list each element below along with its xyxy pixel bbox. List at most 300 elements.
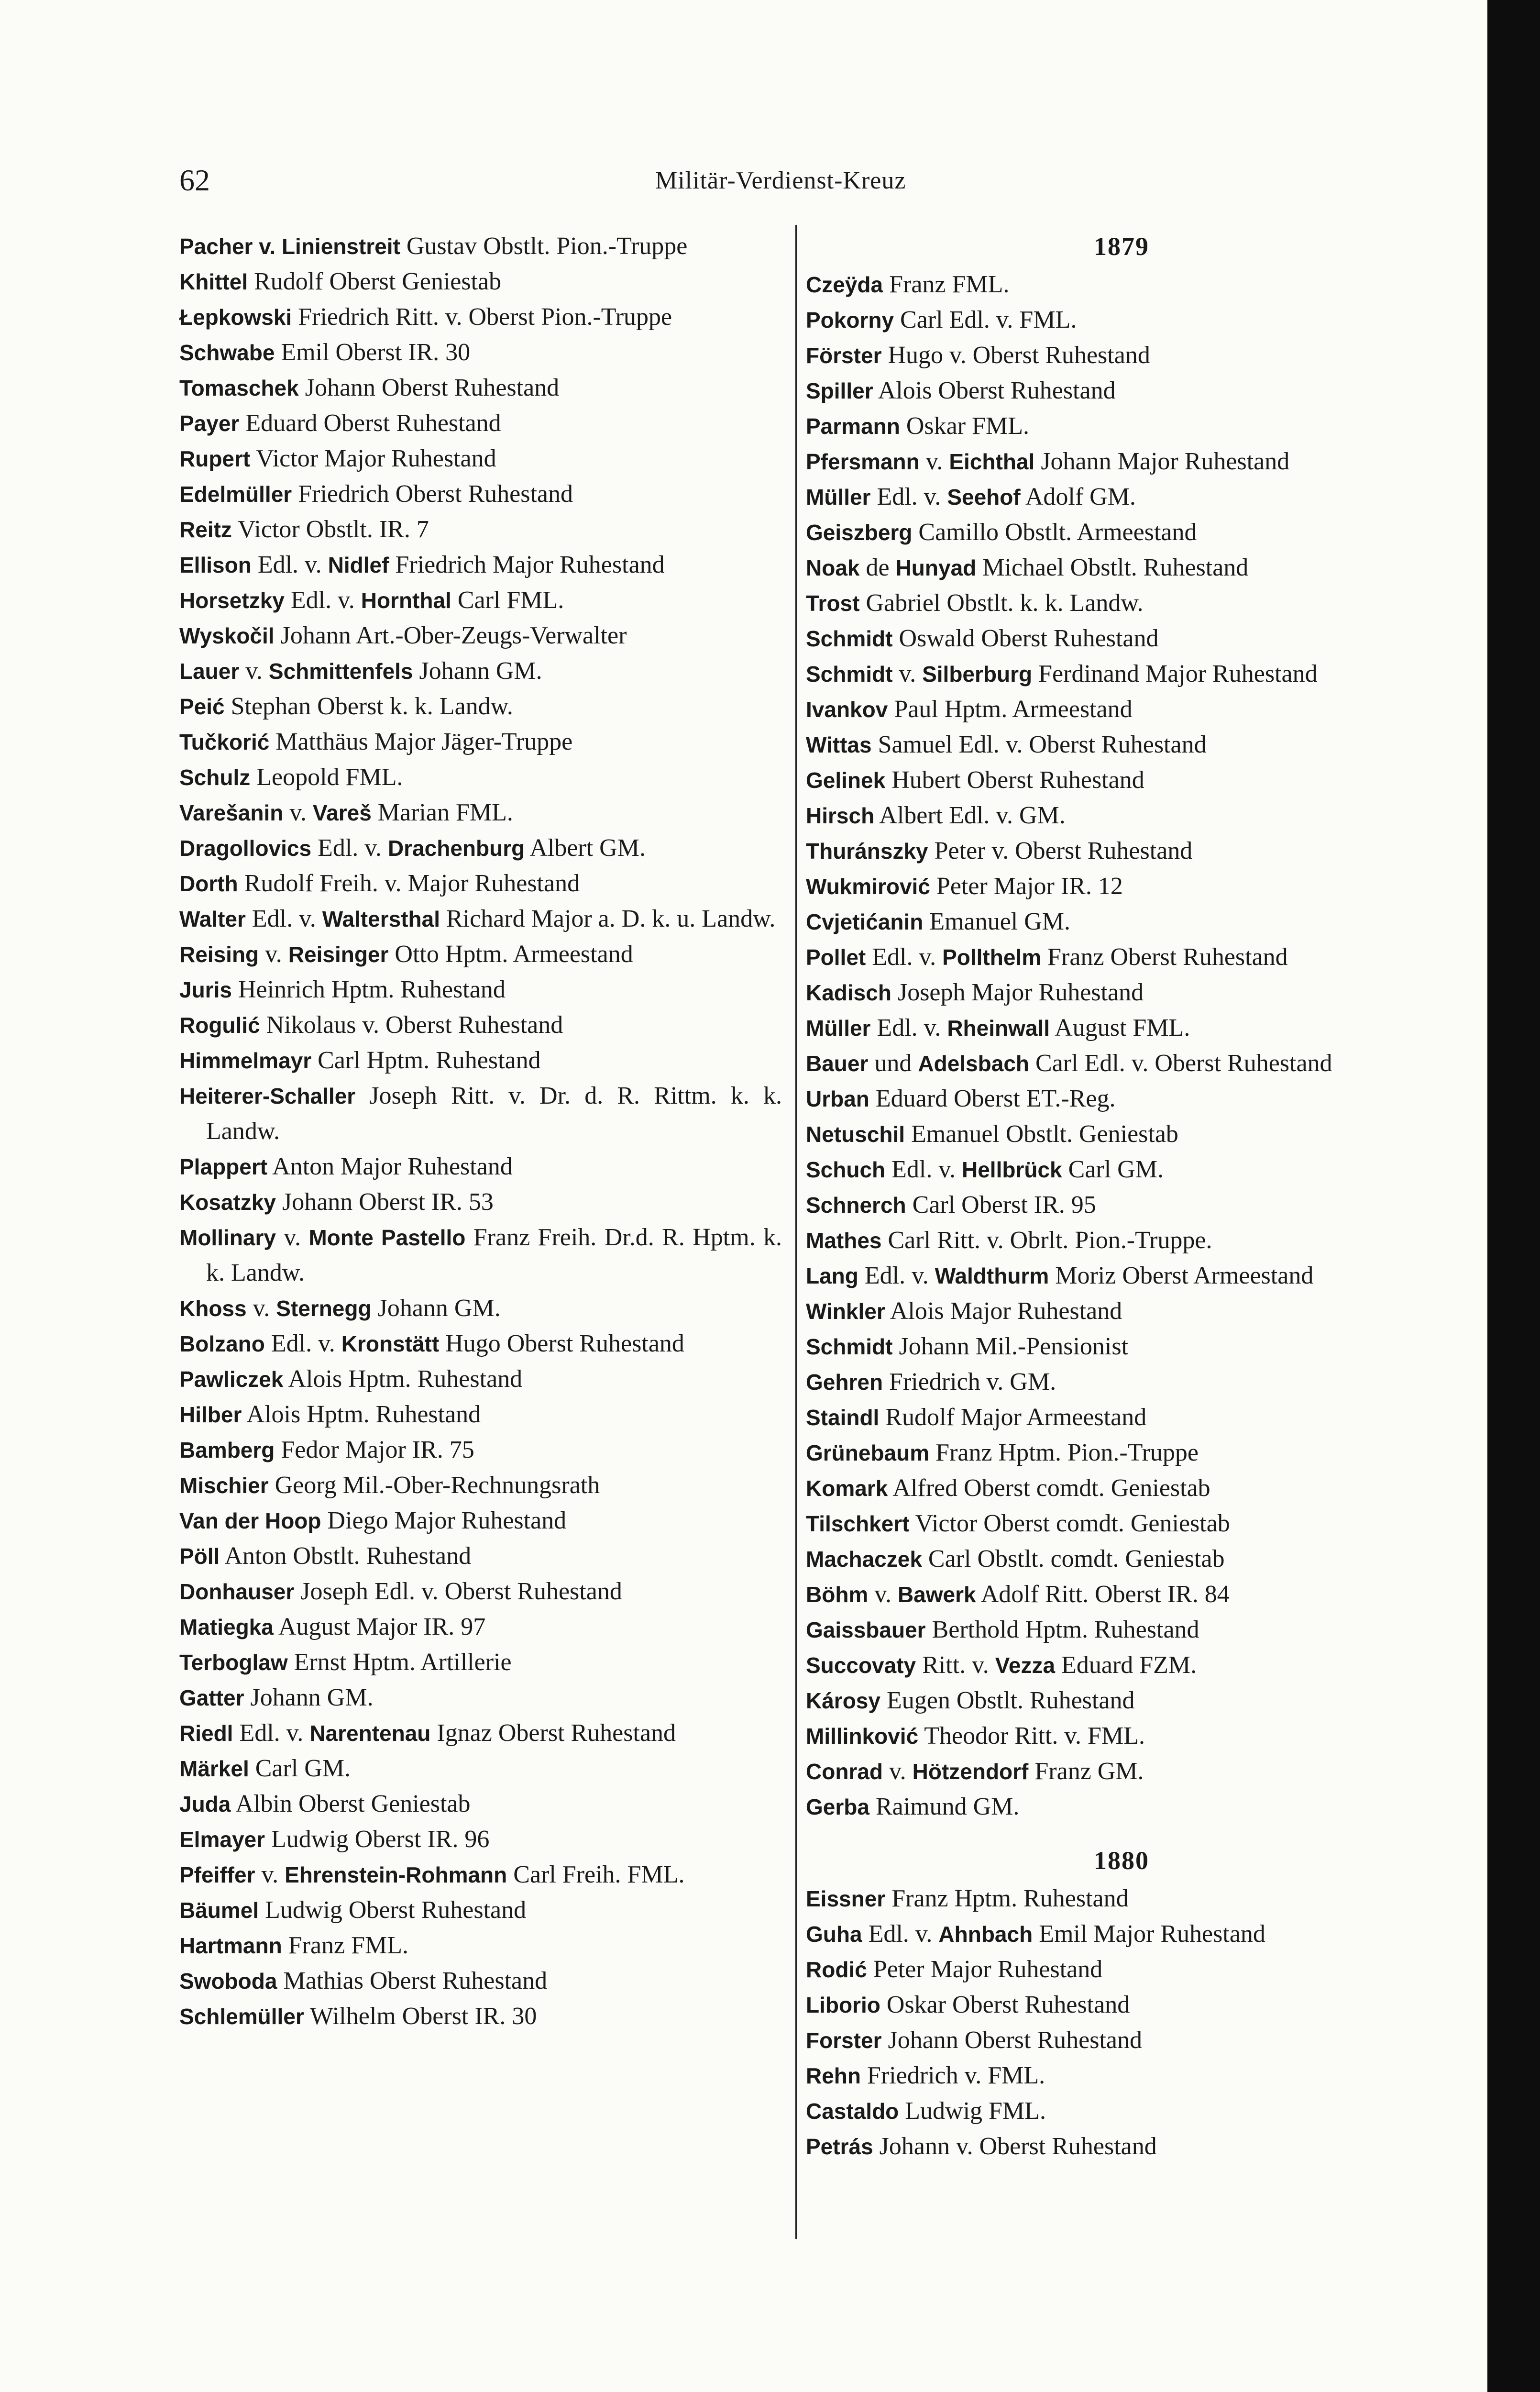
entry-details: v. (259, 941, 288, 968)
entry-surname: Mischier (179, 1473, 269, 1498)
list-item (806, 409, 1437, 444)
list-item (806, 1471, 1437, 1506)
list-item (179, 1397, 782, 1432)
list-item (806, 1046, 1437, 1081)
list-item (806, 302, 1437, 338)
entry-details: Hugo v. Oberst Ruhestand (881, 342, 1150, 369)
entry-surname: Horsetzky (179, 588, 285, 613)
page-header (0, 163, 1487, 201)
entry-predicate: Sternegg (276, 1296, 372, 1321)
entry-surname: Khittel (179, 269, 248, 294)
list-item (806, 1952, 1437, 1987)
entry-surname: Komark (806, 1476, 888, 1501)
year-heading-1879: 1879 (1094, 232, 1149, 261)
list-item (179, 1822, 782, 1857)
entry-surname: Müller (806, 485, 871, 509)
entry-surname: Tomaschek (179, 376, 299, 400)
entry-details-cont: Emil Major Ruhestand (1033, 1920, 1265, 1948)
entry-surname: Liborio (806, 1993, 880, 2017)
entry-surname: Bamberg (179, 1438, 275, 1462)
entry-details-cont: Ferdinand Major Ruhestand (1032, 660, 1318, 687)
list-item (179, 901, 782, 937)
entry-details: Eugen Obstlt. Ruhestand (880, 1687, 1135, 1714)
entry-details: v. (255, 1861, 285, 1888)
entry-details-cont: Eduard FZM. (1055, 1651, 1197, 1679)
entry-predicate: Vareš (312, 800, 372, 825)
entry-surname: Swoboda (179, 1969, 277, 1993)
entry-details: Carl Oberst IR. 95 (906, 1191, 1096, 1218)
entry-details: Edl. v. (245, 905, 322, 932)
entry-details-cont: August FML. (1050, 1014, 1190, 1041)
entry-surname: Cvjetićanin (806, 909, 924, 934)
entry-details: Rudolf Oberst Geniestab (248, 268, 502, 295)
entry-surname: Pacher v. Linienstreit (179, 234, 400, 259)
entry-details-cont: Ignaz Oberst Ruhestand (430, 1719, 676, 1747)
list-item (179, 831, 782, 866)
entry-details: Edl. v. (284, 587, 361, 614)
entry-surname: Mollinary (179, 1225, 276, 1250)
entry-surname: Varešanin (179, 800, 284, 825)
entry-details: Emil Oberst IR. 30 (275, 339, 471, 366)
entry-predicate: Eichthal (949, 449, 1035, 474)
list-item (806, 1435, 1437, 1471)
entry-surname: Förster (806, 343, 882, 368)
entry-details-cont: Franz GM. (1028, 1758, 1144, 1785)
entry-details: Paul Hptm. Armeestand (888, 696, 1133, 723)
list-item (179, 1893, 782, 1928)
entry-surname: Tilschkert (806, 1511, 910, 1536)
list-item (179, 1149, 782, 1185)
list-item (806, 1010, 1437, 1046)
entry-surname: Edelmüller (179, 482, 292, 507)
entry-details: Oswald Oberst Ruhestand (892, 625, 1159, 652)
entry-details: Camillo Obstlt. Armeestand (912, 519, 1197, 546)
entry-details-cont: Johann Major Ruhestand (1034, 448, 1290, 475)
list-item (806, 2129, 1437, 2164)
entry-details: Friedrich Oberst Ruhestand (292, 480, 573, 508)
entry-details: Carl Obstlt. comdt. Geniestab (922, 1545, 1225, 1573)
list-item (179, 1503, 782, 1539)
list-item (806, 833, 1437, 869)
list-item (806, 586, 1437, 621)
entry-details-cont: Carl GM. (1062, 1156, 1164, 1183)
list-item (806, 692, 1437, 727)
entry-predicate: Rheinwall (947, 1016, 1050, 1041)
list-item (806, 727, 1437, 763)
list-item (179, 1043, 782, 1078)
list-item (806, 1152, 1437, 1187)
entry-details: Ludwig Oberst Ruhestand (259, 1896, 527, 1924)
entry-details-cont: Marian FML. (371, 799, 513, 826)
entry-predicate: Schmittenfels (268, 659, 413, 684)
entry-surname: Reitz (179, 517, 232, 542)
entry-details: Nikolaus v. Oberst Ruhestand (260, 1011, 563, 1039)
entry-surname: Märkel (179, 1756, 249, 1781)
entry-surname: Czeÿda (806, 272, 883, 297)
entry-details-cont: Johann GM. (413, 657, 542, 685)
list-item (806, 975, 1437, 1010)
entry-surname: Bäumel (179, 1898, 259, 1923)
entry-surname: Bolzano (179, 1331, 265, 1356)
entry-details: Peter Major Ruhestand (867, 1956, 1103, 1983)
entry-surname: Gerba (806, 1794, 869, 1819)
entry-details-cont: Carl FML. (451, 587, 564, 614)
entry-details: Heinrich Hptm. Ruhestand (231, 976, 506, 1003)
entry-details: Emanuel GM. (923, 908, 1071, 935)
entry-details: Alois Hptm. Ruhestand (283, 1365, 523, 1393)
list-item (806, 1081, 1437, 1117)
list-item (179, 1326, 782, 1362)
entry-predicate: Narentenau (309, 1721, 431, 1746)
entry-details-cont: Carl Edl. v. Oberst Ruhestand (1029, 1050, 1332, 1077)
entry-details: Edl. v. (251, 551, 328, 578)
entry-surname: Gelinek (806, 768, 886, 793)
list-item (806, 444, 1437, 479)
entry-details: Stephan Oberst k. k. Landw. (224, 693, 513, 720)
entry-details: August Major IR. 97 (273, 1613, 486, 1640)
entry-details: Franz Hptm. Ruhestand (885, 1885, 1129, 1912)
entry-surname: Schuch (806, 1157, 886, 1182)
entry-predicate: Ehrenstein-Rohmann (285, 1862, 507, 1887)
entry-surname: Himmelmayr (179, 1048, 312, 1073)
entry-surname: Wukmirović (806, 874, 930, 899)
entry-details: Emanuel Obstlt. Geniestab (905, 1120, 1178, 1148)
scan-edge (1487, 0, 1540, 2392)
entry-surname: Netuschil (806, 1122, 905, 1147)
list-item (179, 1645, 782, 1680)
entry-details: v. (275, 1224, 309, 1251)
list-item (806, 2058, 1437, 2093)
entry-details: Carl GM. (249, 1755, 351, 1782)
entry-details: Ludwig Oberst IR. 96 (265, 1826, 490, 1853)
entry-details: Eduard Oberst ET.-Reg. (869, 1085, 1116, 1112)
list-item (806, 1916, 1437, 1952)
list-item (179, 972, 782, 1008)
entry-details: Samuel Edl. v. Oberst Ruhestand (871, 731, 1207, 758)
entry-surname: Succovaty (806, 1653, 916, 1678)
entry-details: Edl. v. (858, 1262, 935, 1289)
entry-details: Matthäus Major Jäger-Truppe (269, 728, 573, 755)
entry-surname: Wyskočil (179, 623, 275, 648)
entry-predicate: Hornthal (361, 588, 451, 613)
entry-surname: Grünebaum (806, 1440, 930, 1465)
list-item (179, 1574, 782, 1609)
entry-surname: Kosatzky (179, 1190, 276, 1215)
list-item (179, 1751, 782, 1786)
entry-predicate: Ahnbach (938, 1922, 1033, 1947)
list-item (806, 904, 1437, 940)
entry-surname: Gaissbauer (806, 1617, 926, 1642)
running-title: Militär-Verdienst-Kreuz (655, 167, 906, 194)
list-item (179, 1291, 782, 1326)
list-item (179, 653, 782, 689)
list-item (806, 621, 1437, 656)
entry-details: de (859, 554, 896, 581)
entry-details: Johann Oberst Ruhestand (881, 2027, 1142, 2054)
entry-details: Hubert Oberst Ruhestand (885, 766, 1144, 794)
entry-details: Ritt. v. (916, 1651, 995, 1679)
list-item (806, 1987, 1437, 2023)
list-item (179, 1008, 782, 1043)
entry-surname: Rogulić (179, 1013, 260, 1038)
entry-surname: Dorth (179, 871, 238, 896)
entry-details: Friedrich v. FML. (861, 2062, 1045, 2089)
list-item (806, 267, 1437, 302)
entry-details: Edl. v. (866, 943, 943, 971)
column-divider (795, 225, 797, 2239)
entry-details: Carl Hptm. Ruhestand (311, 1047, 541, 1074)
entry-predicate: Bawerk (897, 1582, 976, 1607)
entry-details: v. (868, 1581, 898, 1608)
entry-surname: Juda (179, 1792, 231, 1816)
entry-surname: Ellison (179, 553, 252, 577)
entry-surname: Payer (179, 411, 240, 436)
entry-surname: Parmann (806, 414, 900, 439)
entry-predicate: Reisinger (288, 942, 389, 967)
list-item (179, 583, 782, 618)
entry-surname: Lauer (179, 659, 240, 684)
entry-details: Johann v. Oberst Ruhestand (873, 2133, 1157, 2160)
list-item (806, 1541, 1437, 1577)
entry-details-cont: Friedrich Major Ruhestand (389, 551, 665, 578)
list-item (179, 866, 782, 901)
list-item (806, 1612, 1437, 1648)
entry-details: v. (919, 448, 949, 475)
entry-surname: Wittas (806, 732, 872, 757)
entry-details: Albert Edl. v. GM. (874, 802, 1066, 829)
list-item (806, 1648, 1437, 1683)
entry-surname: Machaczek (806, 1547, 922, 1572)
list-item (806, 1881, 1437, 1916)
entry-surname: Gehren (806, 1370, 883, 1395)
entry-details: Peter Major IR. 12 (930, 873, 1123, 900)
list-item (179, 264, 782, 299)
list-item (806, 550, 1437, 586)
entry-surname: Staindl (806, 1405, 880, 1430)
entry-details-cont: Albert GM. (525, 834, 646, 862)
entry-details: Georg Mil.-Ober-Rechnungsrath (268, 1472, 600, 1499)
list-item (179, 1362, 782, 1397)
list-item (806, 1577, 1437, 1612)
list-item (806, 1117, 1437, 1152)
entry-surname: Peić (179, 694, 225, 719)
entry-surname: Matiegka (179, 1615, 274, 1639)
entry-surname: Spiller (806, 378, 873, 403)
list-item (806, 338, 1437, 373)
entry-details: Fedor Major IR. 75 (275, 1436, 474, 1463)
list-item (806, 940, 1437, 975)
entry-surname: Pawliczek (179, 1367, 284, 1392)
list-item (806, 1258, 1437, 1294)
list-item (806, 798, 1437, 833)
list-item (806, 656, 1437, 692)
entry-surname: Pfeiffer (179, 1862, 255, 1887)
entry-surname: Elmayer (179, 1827, 265, 1852)
entry-surname: Schnerch (806, 1193, 906, 1218)
list-item (806, 1329, 1437, 1364)
entry-predicate: Vezza (995, 1653, 1056, 1678)
entry-predicate: Waldthurm (935, 1263, 1049, 1288)
list-item (806, 763, 1437, 798)
entry-details-cont: Johann GM. (371, 1295, 501, 1322)
list-item (806, 1294, 1437, 1329)
list-item (806, 373, 1437, 409)
list-item (179, 335, 782, 370)
entry-details: v. (883, 1758, 913, 1785)
entry-details: v. (283, 799, 313, 826)
list-item (179, 229, 782, 264)
entry-surname: Donhauser (179, 1579, 295, 1604)
entry-details: Johann Mil.-Pensionist (892, 1333, 1129, 1360)
entry-surname: Winkler (806, 1299, 885, 1324)
entry-details: Alois Major Ruhestand (885, 1297, 1122, 1325)
entry-details: Edl. v. (311, 834, 388, 862)
entry-surname: Károsy (806, 1688, 880, 1713)
list-item (806, 1754, 1437, 1789)
entry-surname: Mathes (806, 1228, 882, 1253)
entry-details: Joseph Major Ruhestand (891, 979, 1144, 1006)
entry-details: Gabriel Obstlt. k. k. Landw. (859, 589, 1144, 617)
entry-details-cont: Michael Obstlt. Ruhestand (976, 554, 1249, 581)
entry-details: Raimund GM. (869, 1793, 1020, 1820)
entry-surname: Schmidt (806, 662, 893, 687)
entry-details: Joseph Edl. v. Oberst Ruhestand (294, 1578, 622, 1605)
right-column (806, 229, 1437, 2164)
list-item (179, 441, 782, 476)
entry-surname: Plappert (179, 1154, 268, 1179)
entry-details: v. (239, 657, 269, 685)
list-item (179, 1185, 782, 1220)
list-item (179, 1716, 782, 1751)
entry-details: v. (892, 660, 923, 687)
entry-details: Edl. v. (862, 1920, 939, 1948)
entry-surname: Geiszberg (806, 520, 913, 545)
entry-details: Franz FML. (282, 1932, 409, 1959)
entry-details: Edl. v. (870, 1014, 947, 1041)
entry-predicate: Hellbrück (962, 1157, 1062, 1182)
entry-surname: Ivankov (806, 697, 888, 722)
entry-details: Rudolf Freih. v. Major Ruhestand (238, 870, 580, 897)
entry-details: Friedrich Ritt. v. Oberst Pion.-Truppe (292, 303, 672, 331)
entry-details: Victor Obstlt. IR. 7 (231, 516, 429, 543)
entry-surname: Rodić (806, 1957, 867, 1982)
entry-details: Theodor Ritt. v. FML. (918, 1722, 1145, 1750)
list-item (179, 1857, 782, 1893)
entry-details: Edl. v. (233, 1719, 310, 1747)
entry-details-cont: Adolf Ritt. Oberst IR. 84 (976, 1581, 1230, 1608)
list-item (806, 1789, 1437, 1825)
entry-details-cont: Franz Freih. Dr.d. R. Hptm. k. k. Landw. (206, 1224, 782, 1286)
list-item (179, 1078, 782, 1149)
entry-surname: Böhm (806, 1582, 869, 1607)
entry-surname: Forster (806, 2028, 882, 2053)
list-item (806, 869, 1437, 904)
entry-details: Ernst Hptm. Artillerie (287, 1649, 512, 1676)
entry-surname: Guha (806, 1922, 862, 1947)
list-item (179, 1786, 782, 1822)
entry-surname: Lang (806, 1263, 858, 1288)
list-item (806, 515, 1437, 550)
list-item (806, 2093, 1437, 2129)
entry-surname: Dragollovics (179, 836, 312, 861)
list-item (179, 1539, 782, 1574)
left-column (179, 229, 782, 2034)
list-item (179, 1928, 782, 1963)
entry-details: Mathias Oberst Ruhestand (277, 1967, 548, 1994)
list-item (179, 795, 782, 831)
list-item (179, 406, 782, 441)
list-item (179, 476, 782, 512)
entry-surname: Hilber (179, 1402, 242, 1427)
entry-details: Johann GM. (244, 1684, 374, 1711)
entry-surname: Pokorny (806, 308, 894, 332)
entry-details: Rudolf Major Armeestand (879, 1404, 1147, 1431)
list-item (806, 1400, 1437, 1435)
entry-surname: Müller (806, 1016, 871, 1041)
entry-details: Carl Ritt. v. Obrlt. Pion.-Truppe. (881, 1227, 1212, 1254)
list-item (806, 1364, 1437, 1400)
list-item (179, 724, 782, 760)
entry-predicate: Drachenburg (387, 836, 525, 861)
list-item (806, 1223, 1437, 1258)
entry-details: Joseph Ritt. v. Dr. d. R. Rittm. k. k. Landw. (206, 1082, 782, 1145)
list-item (806, 2023, 1437, 2058)
list-item (806, 1683, 1437, 1718)
entry-predicate: Monte Pastello (308, 1225, 466, 1250)
entry-surname: Eissner (806, 1886, 886, 1911)
list-item (179, 618, 782, 653)
entry-details: v. (246, 1295, 276, 1322)
entry-predicate: Kronstätt (341, 1331, 440, 1356)
entry-details: Johann Oberst Ruhestand (298, 374, 560, 401)
entry-surname: Reising (179, 942, 259, 967)
list-item (179, 1609, 782, 1645)
entry-details: Johann Art.-Ober-Zeugs-Verwalter (274, 622, 627, 649)
entry-details: Johann Oberst IR. 53 (275, 1188, 494, 1216)
entry-details: Anton Obstlt. Ruhestand (220, 1542, 472, 1570)
entry-details-cont: Hugo Oberst Ruhestand (439, 1330, 684, 1357)
entry-predicate: Pollthelm (942, 945, 1042, 970)
entry-surname: Schwabe (179, 340, 275, 365)
entry-details: Peter v. Oberst Ruhestand (928, 837, 1193, 864)
entry-surname: Castaldo (806, 2099, 899, 2124)
entry-details: Friedrich v. GM. (883, 1368, 1056, 1395)
list-item (179, 760, 782, 795)
entry-surname: Bauer (806, 1051, 869, 1076)
entry-details: Oskar Oberst Ruhestand (880, 1991, 1130, 2018)
entry-details: Ludwig FML. (899, 2097, 1046, 2125)
entry-surname: Tučkorić (179, 730, 270, 754)
page-number: 62 (179, 163, 210, 197)
entry-surname: Rehn (806, 2063, 861, 2088)
entry-surname: Łepkowski (179, 305, 292, 330)
entry-surname: Rupert (179, 446, 251, 471)
entry-surname: Noak (806, 555, 860, 580)
entry-details-cont: Franz Oberst Ruhestand (1041, 943, 1288, 971)
entry-surname: Pollet (806, 945, 866, 970)
entry-surname: Petrás (806, 2134, 873, 2159)
entry-details: Franz FML. (883, 271, 1010, 298)
list-item (806, 479, 1437, 515)
entry-details-cont: Adolf GM. (1020, 483, 1136, 510)
entry-details-cont: Moriz Oberst Armeestand (1049, 1262, 1314, 1289)
entry-surname: Hartmann (179, 1933, 282, 1958)
entry-predicate: Waltersthal (322, 907, 440, 931)
entry-details: Franz Hptm. Pion.-Truppe (929, 1439, 1199, 1466)
entry-surname: Conrad (806, 1759, 883, 1784)
entry-details: Eduard Oberst Ruhestand (239, 410, 501, 437)
entry-surname: Schlemüller (179, 2004, 304, 2029)
